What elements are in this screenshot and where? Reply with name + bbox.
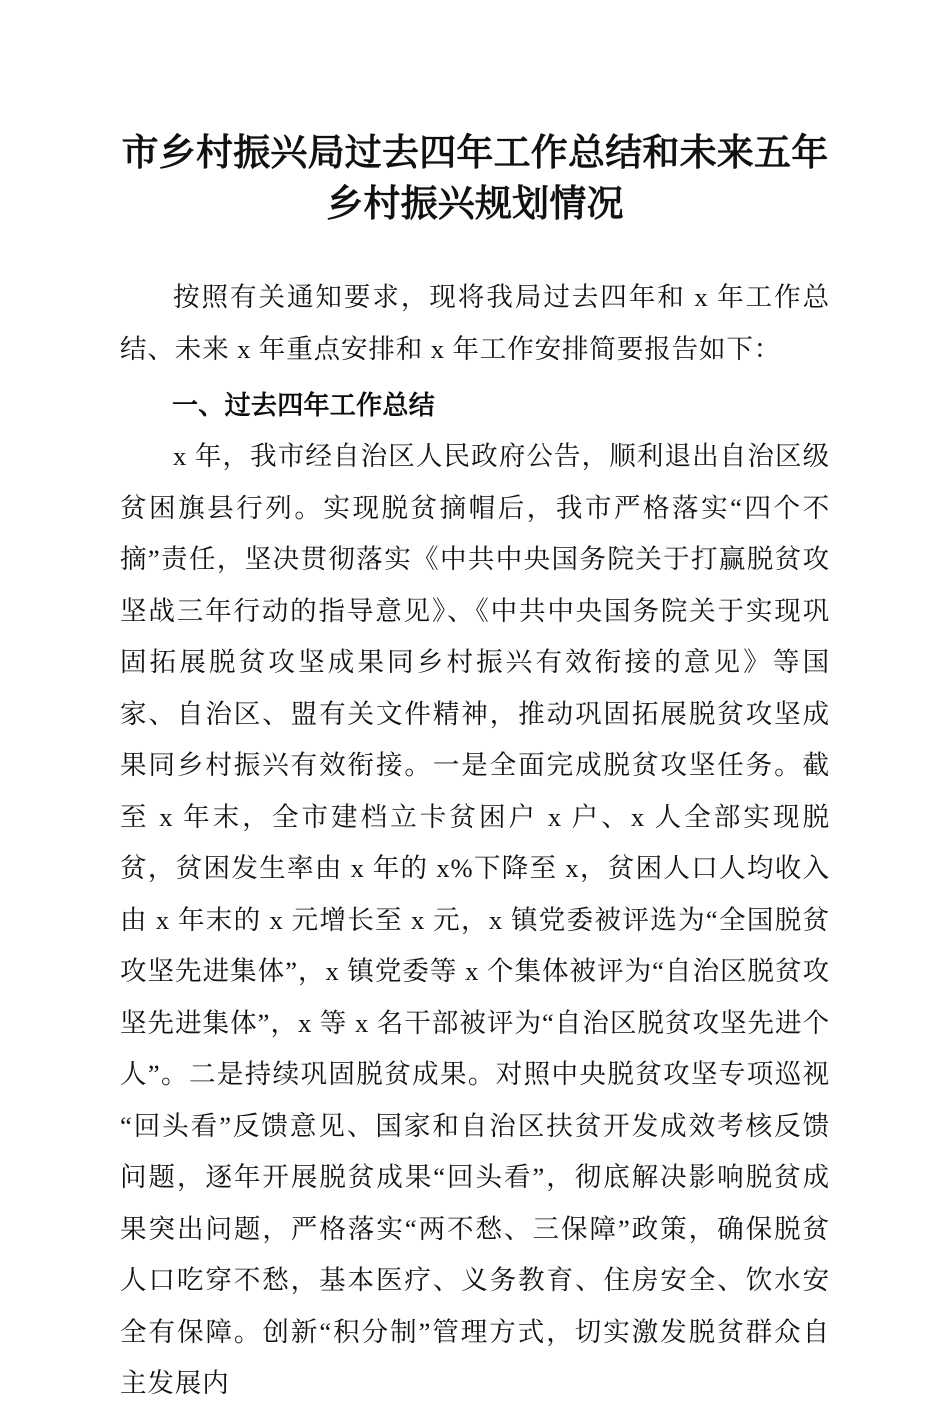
title-body-spacer: [120, 230, 830, 272]
document-title: 市乡村振兴局过去四年工作总结和未来五年乡村振兴规划情况: [121, 133, 829, 225]
section-one-body-paragraph: x 年，我市经自治区人民政府公告，顺利退出自治区级贫困旗县行列。实现脱贫摘帽后，我市严格落实“四个不摘”责任，坚决贯彻落实《中共中央国务院关于打赢脱贫攻坚战三年行动的指导意见》、《中共中央国务院关于实现巩固拓展脱贫攻坚成果同乡村振兴有效衔接的意见》等国家、自治区、盟有关文件精神，推动巩固拓展脱贫攻坚成果同乡村振兴有效衔接。一是全面完成脱贫攻坚任务。截至 x 年末，全市建档立卡贫困户 x 户、x 人全部实现脱贫，贫困发生率由 x 年的 x%下降至 x，贫困人口人均收入由 x 年末的 x 元增长至 x 元，x 镇党委被评选为“全国脱贫攻坚先进集体”，x 镇党委等 x 个集体被评为“自治区脱贫攻坚先进集体”，x 等 x 名干部被评为“自治区脱贫攻坚先进个人”。二是持续巩固脱贫成果。对照中央脱贫攻坚专项巡视“回头看”反馈意见、国家和自治区扶贫开发成效考核反馈问题，逐年开展脱贫成果“回头看”，彻底解决影响脱贫成果突出问题，严格落实“两不愁、三保障”政策，确保脱贫人口吃穿不愁，基本医疗、义务教育、住房安全、饮水安全有保障。创新“积分制”管理方式，切实激发脱贫群众自主发展内: [120, 441, 830, 1398]
section-heading-one: 一、过去四年工作总结: [172, 390, 436, 420]
intro-paragraph: 按照有关通知要求，现将我局过去四年和 x 年工作总结、未来 x 年重点安排和 x 年工作安排简要报告如下：: [120, 282, 830, 364]
document-content: [120, 0, 830, 1410]
